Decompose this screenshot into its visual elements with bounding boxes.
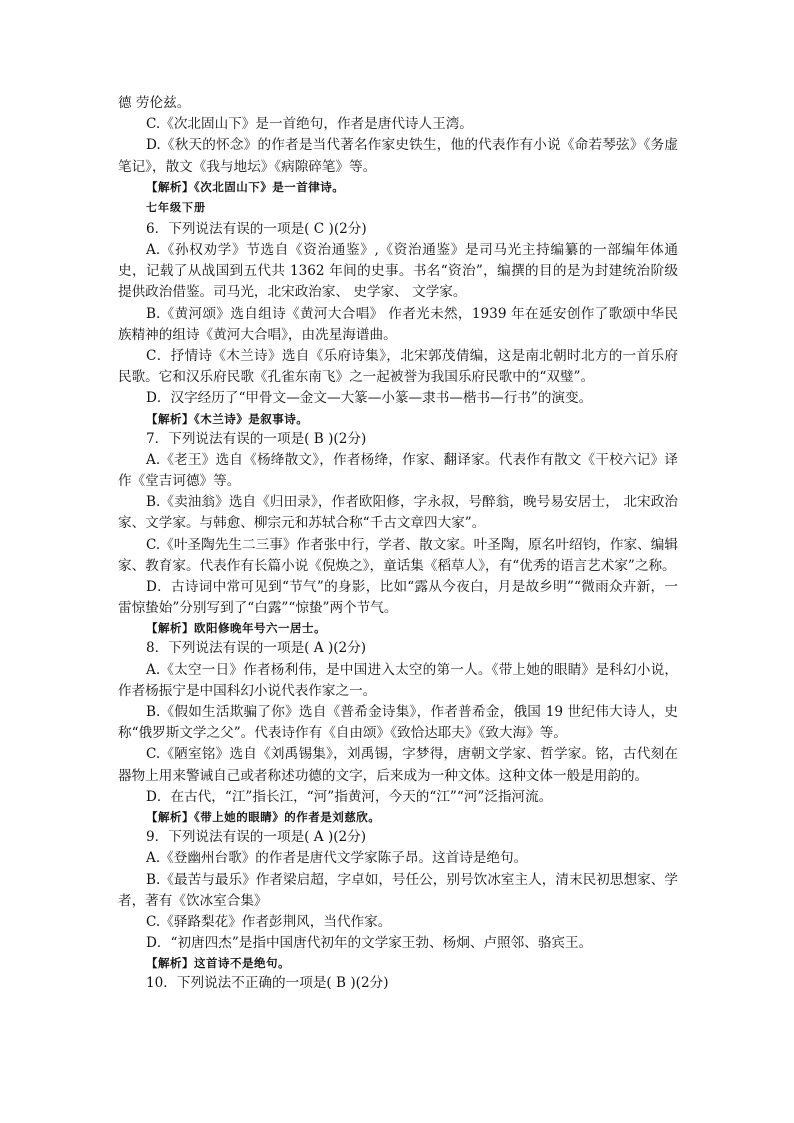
section-heading: 七年级下册 (146, 200, 206, 214)
paragraph: C.《叶圣陶先生二三事》作者张中行，学者、散文家。叶圣陶，原名叶绍钧，作家、编辑家、教育家。代表作有长篇小说《倪焕之》，童话集《稻草人》，有“优秀的语言艺术家”之称。 (118, 536, 678, 574)
answer-analysis-note: 【解析】这首诗不是绝句。 (146, 956, 290, 971)
paragraph: A.《太空一日》作者杨利伟，是中国进入太空的第一人。《带上她的眼睛》是科幻小说，作者杨振宁是中国科幻小说代表作家之一。 (118, 661, 678, 699)
answer-analysis-note: 【解析】《木兰诗》是叙事诗。 (146, 411, 309, 426)
answer-analysis-note: 【解析】欧阳修晚年号六一居士。 (146, 621, 326, 636)
paragraph: D．“初唐四杰”是指中国唐代初年的文学家王勃、杨炯、卢照邻、骆宾王。 (146, 935, 593, 952)
answer-analysis-note: 【解析】《带上她的眼睛》的作者是刘慈欣。 (146, 810, 381, 825)
paragraph: C．抒情诗《木兰诗》选自《乐府诗集》，北宋郭茂倩编，这是南北朝时北方的一首乐府民歌。它和汉乐府民歌《孔雀东南飞》之一起被誉为我国乐府民歌中的“双璧”。 (118, 348, 678, 386)
question-stem: 10．下列说法不正确的一项是( B )(2分) (146, 975, 389, 992)
question-stem: 7．下列说法有误的一项是( B )(2分) (146, 430, 367, 447)
paragraph: C.《陋室铭》选自《刘禹锡集》，刘禹锡，字梦得，唐朝文学家、哲学家。铭，古代刻在器物上用来警诫自己或者称述功德的文字，后来成为一种文体。这种文体一般是用韵的。 (118, 746, 678, 784)
paragraph: A.《孙权劝学》节选自《资治通鉴》,《资治通鉴》是司马光主持编纂的一部编年体通史，记载了从战国到五代共 1362 年间的史事。书名“资治”，编撰的目的是为封建统治阶级提供政治借鉴。司马光，北宋政治家、 史学家、 文学家。 (118, 242, 678, 301)
paragraph: C.《驿路梨花》作者彭荆风，当代作家。 (146, 913, 392, 930)
paragraph: D.《秋天的怀念》的作者是当代著名作家史铁生，他的代表作有小说《命若琴弦》《务虚笔记》，散文《我与地坛》《病隙碎笔》等。 (118, 137, 678, 175)
paragraph: B.《最苦与最乐》作者梁启超，字卓如，号任公，别号饮冰室主人，清末民初思想家、学者，著有《饮冰室合集》 (118, 871, 678, 909)
paragraph: B.《卖油翁》选自《归田录》，作者欧阳修，字永叔，号醉翁，晚号易安居士， 北宋政治家、文学家。与韩愈、柳宗元和苏轼合称“千古文章四大家”。 (118, 494, 678, 532)
paragraph: D．在古代，“江”指长江，“河”指黄河，今天的“江”“河”泛指河流。 (146, 788, 553, 805)
question-stem: 9．下列说法有误的一项是( A )(2分) (146, 829, 367, 846)
question-stem: 6．下列说法有误的一项是( C )(2分) (146, 220, 367, 237)
paragraph: B.《黄河颂》选自组诗《黄河大合唱》 作者光未然，1939 年在延安创作了歌颂中华民族精神的组诗《黄河大合唱》，由冼星海谱曲。 (118, 305, 678, 343)
paragraph: A.《老王》选自《杨绛散文》，作者杨绛，作家、翻译家。代表作有散文《干校六记》译作《堂吉诃德》等。 (118, 451, 678, 490)
paragraph: D．古诗词中常可见到“节气”的身影，比如“露从今夜白，月是故乡明”“微雨众卉新，一雷惊蛰始”分别写到了“白露”“惊蛰”两个节气。 (118, 579, 678, 617)
paragraph: A.《登幽州台歌》的作者是唐代文学家陈子昂。这首诗是绝句。 (146, 850, 528, 867)
question-stem: 8．下列说法有误的一项是( A )(2分) (146, 640, 367, 657)
document-page (118, 93, 678, 995)
paragraph: 德 劳伦兹。 (118, 95, 191, 111)
paragraph: C.《次北固山下》是一首绝句，作者是唐代诗人王湾。 (146, 116, 473, 133)
paragraph: D．汉字经历了“甲骨文—金文—大篆—小篆—隶书—楷书—行书”的演变。 (146, 390, 593, 407)
paragraph: B.《假如生活欺骗了你》选自《普希金诗集》，作者普希金，俄国 19 世纪伟大诗人，史称“俄罗斯文学之父”。代表诗作有《自由颂》《致恰达耶夫》《致大海》等。 (118, 704, 678, 742)
answer-analysis-note: 【解析】《次北固山下》是一首律诗。 (146, 179, 345, 194)
